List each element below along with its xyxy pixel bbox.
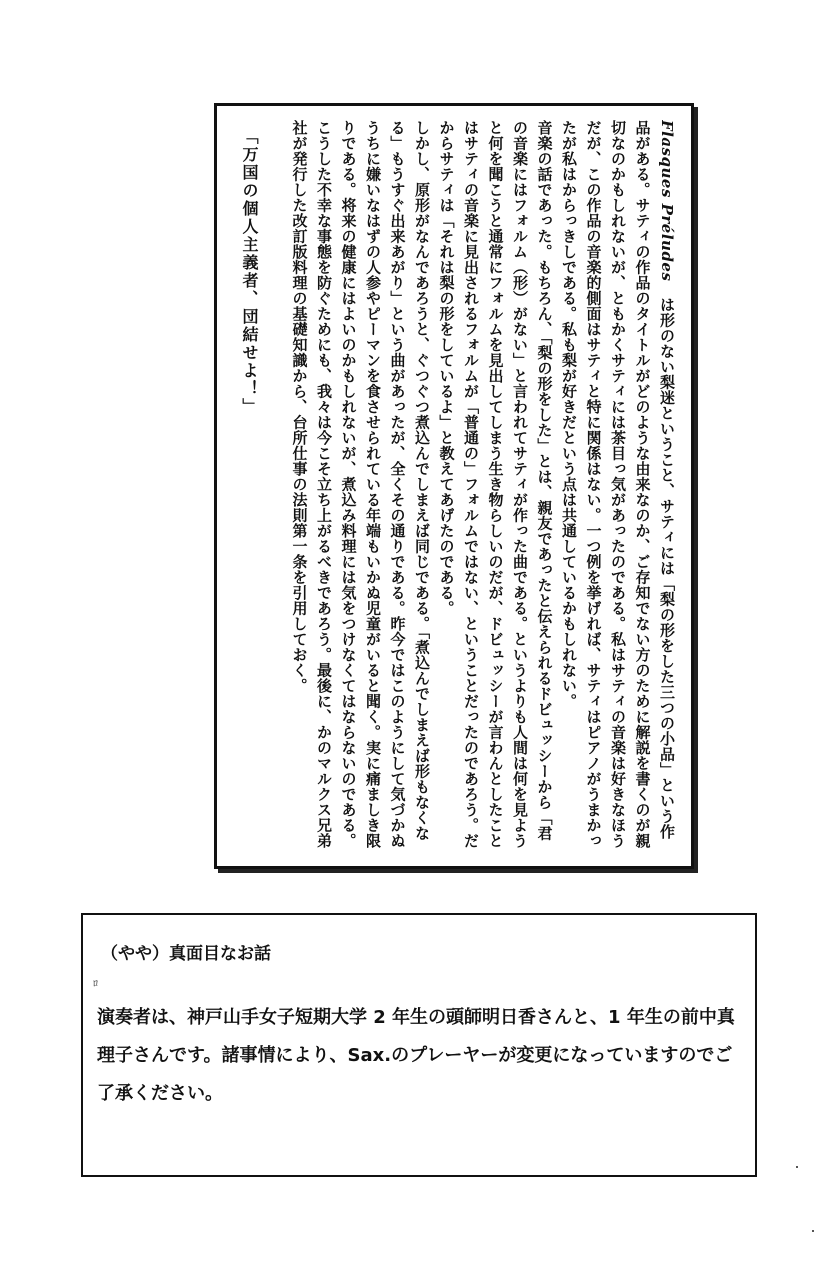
scan-speck xyxy=(812,1230,814,1232)
note-title: （やや）真面目なお話 xyxy=(101,944,271,964)
section-heading: Flasques Préludes xyxy=(658,120,676,282)
scan-speck xyxy=(796,1166,798,1168)
vertical-text-frame xyxy=(214,103,694,869)
stray-mark: ﾛ xyxy=(93,979,98,990)
note-box xyxy=(81,913,757,1177)
section-body: は形のない梨迷ということ、サティには「梨の形をした三つの小品」という作品がある。サティの作品のタイトルがどのような由来なのか、ご存知でない方のために解説を書くのが親切なのかもしれないが、ともかくサティには茶目っ気があったのである。私はサティの音楽は好きなほうだが、この作品の音楽的側面はサティと特に関係はない。一つ例を挙げれば、サティはピアノがうまかったが私はからっきしである。私も梨が好きだという点は共通しているかもしれない。 音楽の話であった。もちろん、「梨の形をした」とは、親友であったと伝えられるドビュッシーから「君の音楽にはフォルム（形）がない」と言われてサティが作った曲である。というよりも人間は何を見ようと何を聞こうと通常にフォルムを見出してしまう生き物らしいのだが、ドビュッシーが言わんとしたことはサティの音楽に見出されるフォルムが「普通の」フォルムではない、ということだったのであろう。だからサティは「それは梨の形をしているよ」と教えてあげたのである。 しかし、原形がなんであろうと、ぐつぐつ煮込んでしまえば同じである。「煮込んでしまえば形もなくなる」もうすぐ出来あがり」という曲があったが、全くその通りである。昨今ではこのようにして気づかぬうちに嫌いなはずの人参やピーマンを食させられている年端もいかぬ児童がいると聞く。実に痛ましき限りである。将来の健康にはよいのかもしれないが、煮込み料理には気をつけなくてはならないのである。こうした不幸な事態を防ぐためにも、我々は今こそ立ち上がるべきであろう。最後に、かのマルクス兄弟社が発行した改訂版料理の基礎知識から、台所仕事の法則第一条を引用しておく。 xyxy=(290,120,676,849)
vertical-text-block xyxy=(237,120,679,854)
closing-quote: 「万国の個人主義者、団結せよ！」 xyxy=(240,128,259,416)
note-body: 演奏者は、神戸山手女子短期大学 2 年生の頭師明日香さんと、1 年生の前中真理子さんです。諸事情により、Sax.のプレーヤーが変更になっていますのでご了承ください。 xyxy=(97,1007,735,1104)
